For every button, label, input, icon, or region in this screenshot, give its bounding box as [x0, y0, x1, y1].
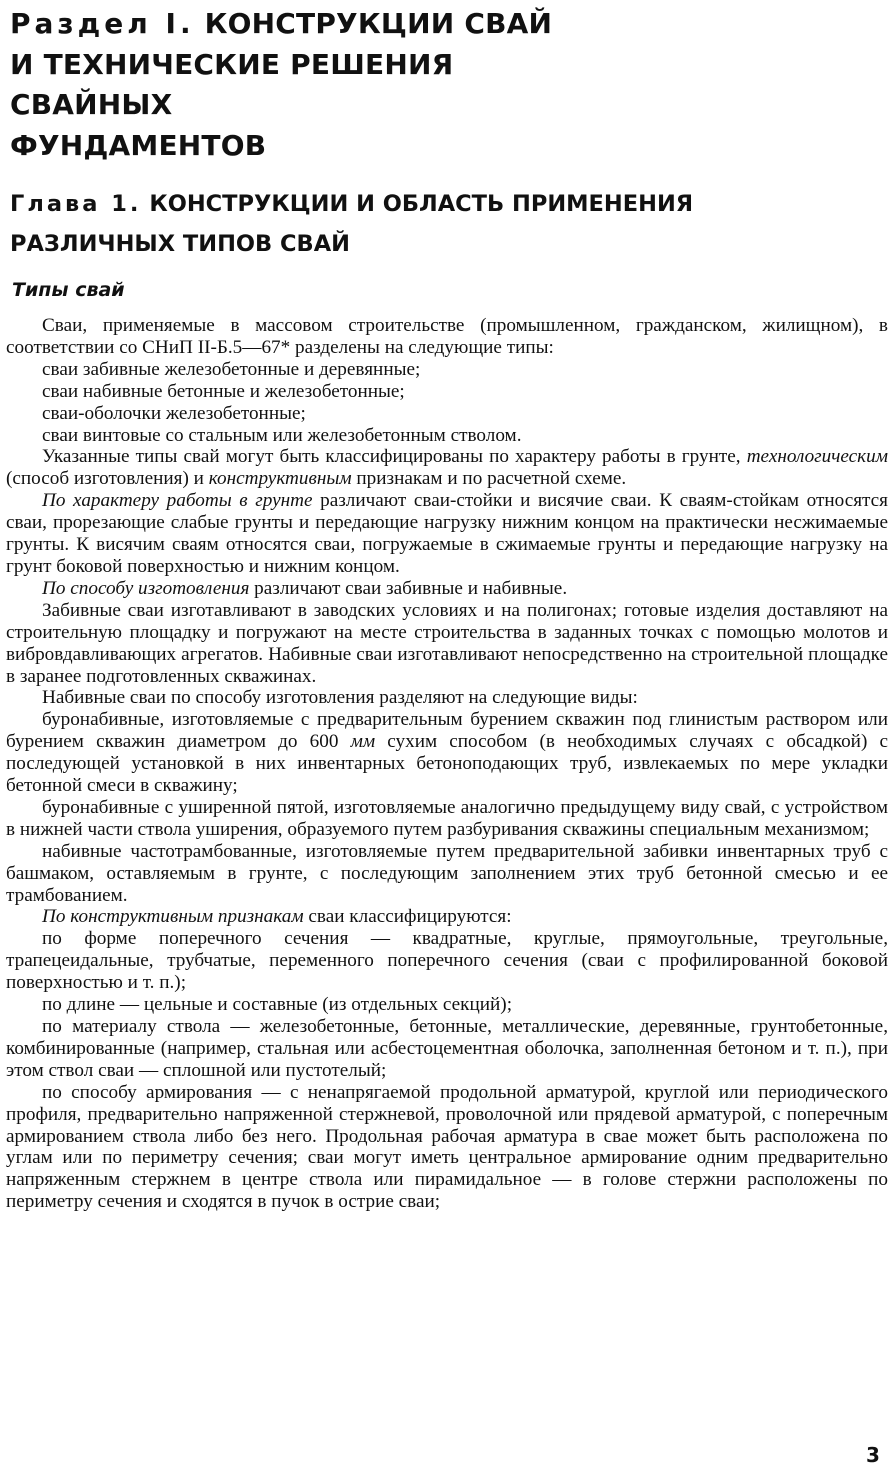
paragraph: [6, 315, 888, 359]
text-run: сваи классифицируются:: [303, 906, 512, 928]
section-title-line-3: СВАЙНЫХ: [10, 88, 173, 121]
text-run: по форме поперечного сечения — квадратные, круглые, прямоугольные, треугольные, трапецеидальные, трубчатые, переменного поперечного сечения (сваи с профилированной боковой поверхностью и т. п.);: [6, 928, 888, 994]
paragraph: [6, 906, 888, 928]
text-run: по способу армирования — с ненапрягаемой продольной арматурой, круглой или периодического профиля, предварительно напряженной стержневой, проволочной или прядевой арматурой, с поперечным армированием ствола либо без него. Продольная рабочая арматура в свае может быть расположена по углам или по периметру сечения; сваи могут иметь центральное армирование одним предварительно напряженным стержнем в центре ствола или пирамидальное — в голове стержни расположены по периметру сечения и сходятся в пучок в острие сваи;: [6, 1081, 888, 1213]
chapter-title-line-2: РАЗЛИЧНЫХ ТИПОВ СВАЙ: [10, 231, 350, 257]
text-run: сваи набивные бетонные и железобетонные;: [42, 380, 405, 402]
emphasis-text: конструктивным: [208, 468, 352, 490]
paragraph: [6, 1016, 888, 1082]
paragraph: [6, 994, 888, 1016]
emphasis-text: мм: [350, 731, 376, 753]
emphasis-text: технологическим: [746, 446, 888, 468]
paragraph: [6, 841, 888, 907]
text-run: по длине — цельные и составные (из отдельных секций);: [42, 994, 513, 1016]
section-title-text: КОНСТРУКЦИИ СВАЙ: [204, 7, 553, 40]
paragraph: [6, 600, 888, 688]
text-run: Забивные сваи изготавливают в заводских условиях и на полигонах; готовые изделия доставляют на строительную площадку и погружают на месте строительства в заданных точках с помощью молотов и вибровдавливающих агрегатов. Набивные сваи изготавливают непосредственно на строительной площадке в заранее подготовленных скважинах.: [6, 599, 888, 687]
text-run: (способ изготовления) и: [6, 468, 209, 490]
paragraph: [6, 1082, 888, 1213]
emphasis-text: По способу изготовления: [42, 577, 250, 599]
paragraph: [6, 928, 888, 994]
text-run: сваи-оболочки железобетонные;: [42, 402, 306, 424]
emphasis-text: По конструктивным признакам: [42, 906, 304, 928]
paragraph: [6, 578, 888, 600]
section-title: [10, 4, 710, 166]
emphasis-text: По характеру работы в грунте: [42, 490, 313, 512]
text-run: сваи забивные железобетонные и деревянные;: [42, 358, 421, 380]
paragraph: [6, 709, 888, 797]
section-title-line-2: И ТЕХНИЧЕСКИЕ РЕШЕНИЯ: [10, 47, 454, 81]
text-run: Набивные сваи по способу изготовления разделяют на следующие виды:: [42, 687, 638, 709]
text-run: различают сваи-стойки и висячие сваи. К сваям-стойкам относятся сваи, прорезающие слабые грунты и передающие нагрузку нижним концом на практически несжимаемые грунты. К висячим сваям относятся сваи, погружаемые в сжимаемые грунты и передающие нагрузку на грунт боковой поверхностью и нижним концом.: [6, 490, 889, 577]
paragraph: [6, 403, 888, 425]
text-run: буронабивные с уширенной пятой, изготовляемые аналогично предыдущему виду свай, с устройством в нижней части ствола уширения, образуемого путем разбуривания скважины специальным механизмом;: [6, 796, 888, 840]
chapter-label: Глава 1.: [10, 191, 142, 217]
text-run: сваи винтовые со стальным или железобетонным стволом.: [42, 424, 522, 446]
text-run: Сваи, применяемые в массовом строительстве (промышленном, гражданском, жилищном), в соответствии со СНиП II-Б.5—67* разделены на следующие типы:: [6, 315, 888, 358]
text-run: буронабивные, изготовляемые с предварительным бурением скважин под глинистым раствором или бурением скважин диаметром до 600: [6, 709, 888, 753]
paragraph: [6, 797, 888, 841]
chapter-title: [10, 184, 870, 264]
paragraph: [6, 490, 888, 578]
paragraph: [6, 425, 888, 447]
paragraph: [6, 687, 888, 709]
chapter-title-line-1: [10, 184, 870, 224]
text-run: признакам и по расчетной схеме.: [351, 468, 627, 490]
paragraph: [6, 359, 888, 381]
text-run: Указанные типы свай могут быть классифицированы по характеру работы в грунте,: [42, 446, 747, 468]
text-run: набивные частотрамбованные, изготовляемые путем предварительной забивки инвентарных труб с башмаком, оставляемым в грунте, с последующим заполнением этих труб бетонной смесью и ее трамбованием.: [6, 840, 888, 906]
text-run: различают сваи забивные и набивные.: [249, 577, 568, 599]
page-number: 3: [866, 1443, 880, 1467]
paragraph: [6, 446, 888, 490]
body-text: [6, 315, 888, 1213]
subsection-title: Типы свай: [12, 279, 125, 301]
chapter-title-text: КОНСТРУКЦИИ И ОБЛАСТЬ ПРИМЕНЕНИЯ: [149, 191, 694, 217]
section-title-line-4: ФУНДАМЕНТОВ: [10, 128, 267, 162]
paragraph: [6, 381, 888, 403]
text-run: по материалу ствола — железобетонные, бетонные, металлические, деревянные, грунтобетонные, комбинированные (например, стальная или асбестоцементная оболочка, заполненная бетоном и т. п.), при этом ствол сваи — сплошной или пустотелый;: [6, 1016, 888, 1081]
section-title-line-1: [10, 4, 710, 45]
text-run: сухим способом (в необходимых случаях с обсадкой) с последующей установкой в них инвентарных бетоноподающих труб, извлекаемых по мере укладки бетонной смеси в скважину;: [6, 731, 889, 797]
section-label: Раздел I.: [10, 7, 195, 40]
